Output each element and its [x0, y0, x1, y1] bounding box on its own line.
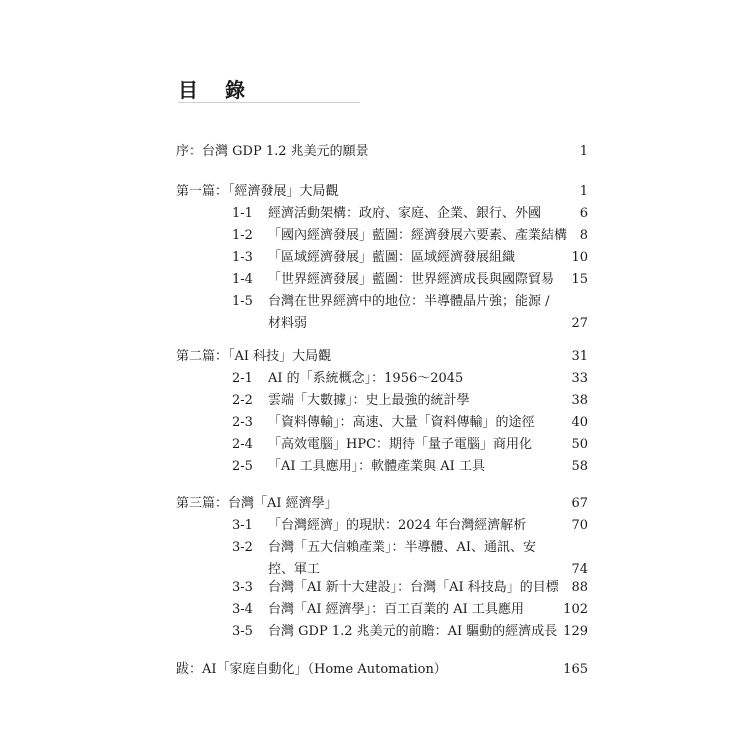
- toc-chapter-number: 3-2: [232, 540, 253, 555]
- toc-page-number: 6: [579, 206, 588, 221]
- toc-part-entry: [176, 493, 590, 515]
- toc-entry-label: 第二篇：「AI 科技」大局觀: [176, 349, 332, 364]
- toc-chapter-number: 2-3: [232, 415, 253, 430]
- toc-chapter-title: 「資料傳輸」：高速、大量「資料傳輸」的途徑: [268, 415, 535, 430]
- toc-part-entry: [176, 346, 590, 368]
- toc-chapter-title: 台灣 GDP 1.2 兆美元的前瞻：AI 驅動的經濟成長: [268, 624, 558, 639]
- toc-chapter-number: 2-2: [232, 393, 253, 408]
- toc-chapter-entry: [176, 225, 590, 247]
- toc-page-number: 74: [571, 562, 588, 577]
- toc-chapter-title: 「區域經濟發展」藍圖：區域經濟發展組織: [268, 250, 516, 265]
- toc-page-number: 10: [571, 250, 588, 265]
- toc-chapter-title: 雲端「大數據」：史上最強的統計學: [268, 393, 470, 408]
- toc-page-number: 58: [571, 459, 588, 474]
- toc-chapter-number: 1-1: [232, 206, 253, 221]
- title-underline: [178, 102, 360, 103]
- toc-chapter-title: 台灣在世界經濟中的地位：半導體晶片強；能源 / 材料弱: [268, 294, 550, 331]
- toc-entry-label: 跋：AI「家庭自動化」（Home Automation）: [176, 662, 447, 677]
- toc-page-number: 27: [571, 316, 588, 331]
- toc-chapter-number: 3-5: [232, 624, 253, 639]
- toc-entry-label: 序：台灣 GDP 1.2 兆美元的願景: [176, 144, 369, 159]
- toc-page-number: 33: [571, 371, 588, 386]
- toc-entry: [176, 659, 590, 681]
- toc-chapter-entry: [176, 577, 590, 599]
- toc-page-number: 70: [571, 518, 588, 533]
- toc-page-number: 67: [571, 496, 588, 511]
- toc-chapter-entry: [176, 434, 590, 456]
- toc-chapter-entry: [176, 412, 590, 434]
- toc-page-number: 102: [563, 602, 588, 617]
- toc-chapter-number: 1-4: [232, 272, 253, 287]
- toc-chapter-entry: [176, 368, 590, 390]
- toc-chapter-title: 台灣「AI 新十大建設」：台灣「AI 科技島」的目標: [268, 580, 559, 595]
- page-title: 目 錄: [178, 78, 255, 102]
- toc-chapter-number: 1-3: [232, 250, 253, 265]
- toc-page-number: 1: [579, 184, 588, 199]
- toc-entry-label: 第一篇：「經濟發展」大局觀: [176, 184, 339, 199]
- toc-page-number: 88: [571, 580, 588, 595]
- toc-chapter-title: 台灣「五大信賴產業」：半導體、AI、通訊、安控、軍工: [268, 540, 537, 577]
- toc-chapter-number: 2-5: [232, 459, 253, 474]
- toc-chapter-title: 「高效電腦」HPC：期待「量子電腦」商用化: [268, 437, 533, 452]
- toc-part-entry: [176, 181, 590, 203]
- toc-page-number: 31: [571, 349, 588, 364]
- toc-chapter-number: 2-4: [232, 437, 253, 452]
- toc-chapter-number: 1-2: [232, 228, 253, 243]
- toc-chapter-entry: [176, 456, 590, 478]
- toc-page-number: 38: [571, 393, 588, 408]
- toc-chapter-entry: [176, 621, 590, 643]
- toc-chapter-title: 「台灣經濟」的現狀：2024 年台灣經濟解析: [268, 518, 527, 533]
- toc-entry: [176, 141, 590, 163]
- toc-page-number: 40: [571, 415, 588, 430]
- toc-chapter-entry: [176, 247, 590, 269]
- toc-chapter-title: 台灣「AI 經濟學」：百工百業的 AI 工具應用: [268, 602, 524, 617]
- toc-page-number: 50: [571, 437, 588, 452]
- toc-chapter-entry: [176, 269, 590, 291]
- toc-chapter-title: 「世界經濟發展」藍圖：世界經濟成長與國際貿易: [268, 272, 555, 287]
- toc-page-number: 129: [563, 624, 588, 639]
- toc-chapter-title: 「國內經濟發展」藍圖：經濟發展六要素、產業結構: [268, 228, 568, 243]
- toc-chapter-number: 3-1: [232, 518, 253, 533]
- toc-chapter-entry: [176, 390, 590, 412]
- toc-chapter-title: 「AI 工具應用」：軟體產業與 AI 工具: [268, 459, 485, 474]
- toc-chapter-number: 3-3: [232, 580, 253, 595]
- toc-page-number: 8: [579, 228, 588, 243]
- toc-chapter-title: AI 的「系統概念」：1956～2045: [268, 371, 464, 386]
- toc-entry-label: 第三篇：台灣「AI 經濟學」: [176, 496, 338, 511]
- toc-page-number: 15: [571, 272, 588, 287]
- toc-chapter-title: 經濟活動架構：政府、家庭、企業、銀行、外國: [268, 206, 542, 221]
- toc-chapter-entry: [176, 599, 590, 621]
- toc-chapter-entry: [176, 291, 590, 335]
- toc-chapter-number: 2-1: [232, 371, 253, 386]
- toc-chapter-entry: [176, 515, 590, 537]
- toc-chapter-entry: [176, 203, 590, 225]
- toc-chapter-number: 3-4: [232, 602, 253, 617]
- toc-chapter-number: 1-5: [232, 294, 253, 309]
- toc-page-number: 1: [579, 144, 588, 159]
- toc-chapter-entry: [176, 537, 590, 581]
- toc-page-number: 165: [563, 662, 588, 677]
